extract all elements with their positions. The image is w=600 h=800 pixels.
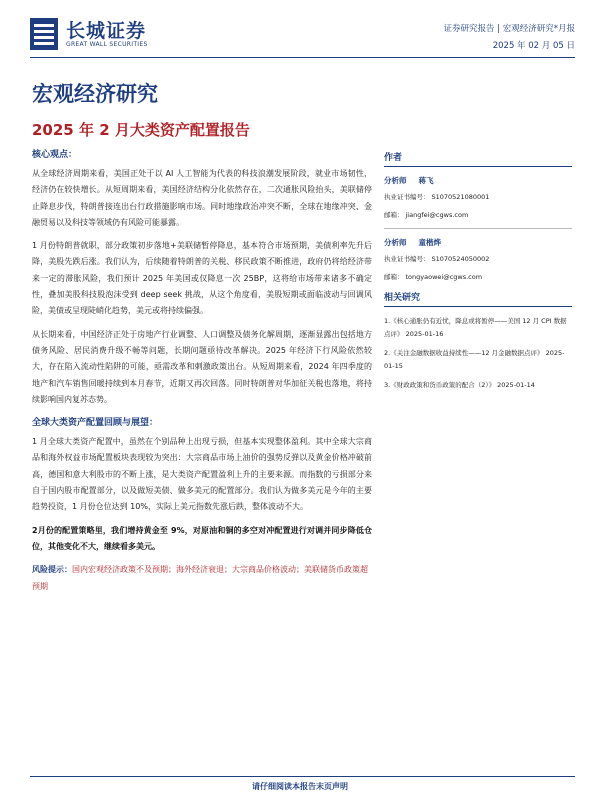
analyst-role: 分析师 — [384, 176, 407, 185]
strategy-paragraph: 2月份的配置策略里，我们增持黄金至 9%，对原油和铜的多空对冲配置进行对调并同步降低仓位，其他变化不大，继续看多美元。 — [32, 525, 372, 551]
risk-warning-label: 风险提示： — [32, 565, 72, 575]
company-logo — [30, 18, 175, 50]
risk-warning — [32, 562, 372, 595]
main-column — [32, 147, 372, 595]
footer-disclaimer: 请仔细阅读本报告末页声明 — [252, 782, 348, 791]
cert-label: 执业证书编号： — [384, 193, 430, 201]
report-type: 证券研究报告 | 宏观经济研究*月报 — [443, 24, 575, 34]
related-research-item[interactable]: 2.《关注金融数据收益持续性——12 月金融数据点评》 2025-01-15 — [384, 349, 565, 370]
analyst-card — [384, 175, 572, 219]
analyst-card — [384, 237, 572, 281]
logo-text-en: GREAT WALL SECURITIES — [66, 41, 148, 48]
divider — [384, 228, 572, 229]
analyst-name: 童楷烨 — [418, 238, 441, 247]
report-date: 2025 年 02 月 05 日 — [492, 41, 575, 51]
related-research-heading: 相关研究 — [384, 290, 572, 307]
footer-divider — [30, 776, 575, 777]
authors-heading: 作者 — [384, 150, 572, 167]
related-research-item[interactable]: 1.《核心通胀仍有近忧，降息或将暂停——美国 12 月 CPI 数据点评》 2025-01-16 — [384, 317, 567, 338]
global-review-heading: 全球大类资产配置回顾与展望： — [32, 418, 159, 429]
analyst-name: 蒋飞 — [418, 176, 434, 185]
side-column — [384, 150, 572, 398]
cert-number: S1070524050002 — [431, 255, 490, 263]
cert-number: S1070521080001 — [431, 193, 490, 201]
global-review-paragraph: 1 月全球大类资产配置中，虽然在个别品种上出现亏损，但基本实现整体盈利。其中全球大宗商品和海外权益市场配置板块表现较为突出：大宗商品市场上油价的强势反弹以及黄金价格冲破前高，德国和意大利股市的不断上涨，是大类资产配置盈利上升的主要来源。而指数的亏损部分来自于国内股市配置部分，以及做短美债、做多美元的配置部分。我们认为做多美元是今年的主要趋势投资，1 月份仓位达到 10%，实际上美元指数先涨后跌，整体波动不大。 — [32, 437, 372, 512]
core-view-heading: 核心观点： — [32, 150, 78, 160]
logo-text-cn: 长城证券 — [66, 20, 147, 42]
report-title: 2025 年 2 月大类资产配置报告 — [32, 121, 250, 139]
analyst-role: 分析师 — [384, 238, 407, 247]
logo-mark-icon — [30, 18, 58, 50]
core-view-paragraph-2: 1 月份特朗普就职，部分政策初步落地+美联储暂停降息，基本符合市场预期，美债利率先升后降，美股先跌后涨。我们认为，后续随着特朗普的关税、移民政策不断推进，政府仍将给经济带来一定的滞胀风险，我们预计 2025 年美国或仅降息一次 25BP，这将给市场带来诸多不确定性，叠加美股科技股泡沫受到 deep seek 挑战，从这个角度看，美股短期或面临波动与回调风险，美债或呈现陡峭化趋势，美元或将持续偏强。 — [32, 241, 372, 316]
report-category: 宏观经济研究 — [32, 81, 158, 106]
risk-warning-text: 国内宏观经济政策不及预期；海外经济衰退；大宗商品价格波动；美联储货币政策超预期 — [32, 565, 368, 591]
analyst-email[interactable]: jiangfei@cgws.com — [405, 211, 469, 219]
header-divider — [30, 57, 575, 58]
core-view-paragraph-1: 从全球经济周期来看，美国正处于以 AI 人工智能为代表的科技浪潮发展阶段，就业市场韧性，经济仍在较快增长。从短周期来看，美国经济结构分化依然存在，二次通胀风险抬头，美联储停止降息步伐，特朗普接连出台行政措施影响市场。同时地缘政治冲突不断，全球在地缘冲突、金融贸易以及科技等领域仍有风险可能暴露。 — [32, 169, 372, 227]
email-label: 邮箱： — [384, 273, 404, 281]
analyst-email[interactable]: tongyaowei@cgws.com — [405, 273, 483, 281]
core-view-paragraph-3: 从长期来看，中国经济正处于房地产行业调整、人口调整及债务化解周期，逐渐显露出包括地方债务风险、居民消费升级不畅等问题，长期问题亟待改革解决。2025 年经济下行风险依然较大，存在陷入流动性陷阱的可能，亟需改革和刺激政策出台。从短周期来看，2024 年四季度的地产和汽车销售回暖持续到本月春节，近期又再次回落。同时特朗普对华加征关税也落地，将持续影响国内复苏态势。 — [32, 329, 372, 404]
related-research-item[interactable]: 3.《财政政策和货币政策的配合（2）》 2025-01-14 — [384, 381, 535, 389]
email-label: 邮箱： — [384, 211, 404, 219]
cert-label: 执业证书编号： — [384, 255, 430, 263]
